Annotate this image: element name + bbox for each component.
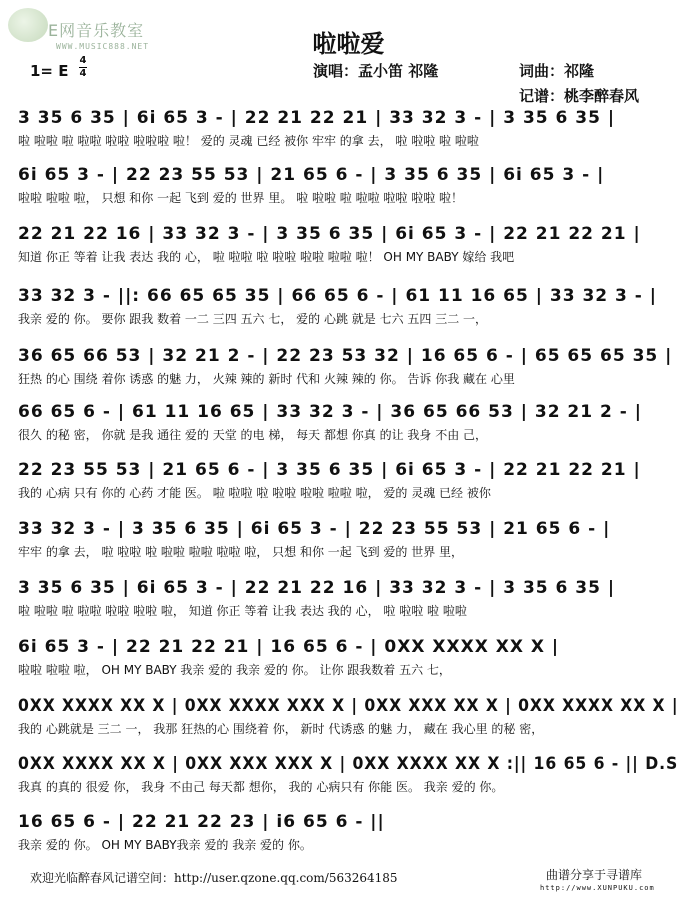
lyricist-credit: 词曲：祁隆 [519, 62, 595, 80]
singer-credit: 演唱：孟小笛 祁隆 [313, 62, 439, 80]
notation-line: 66 65 6 - | 61 11 16 65 | 33 32 3 - | 36 65 66 53 | 32 21 2 - | [18, 402, 642, 422]
song-title: 啦啦爱 [312, 29, 385, 58]
notation-line: 22 23 55 53 | 21 65 6 - | 3 35 6 35 | 6i 65 3 - | 22 21 22 21 | [18, 460, 641, 480]
notation-line: 33 32 3 - ||: 66 65 65 35 | 66 65 6 - | 61 11 16 65 | 33 32 3 - | [18, 286, 657, 306]
notation-line: 33 32 3 - | 3 35 6 35 | 6i 65 3 - | 22 23 55 53 | 21 65 6 - | [18, 519, 611, 539]
notation-line: 6i 65 3 - | 22 21 22 21 | 16 65 6 - | 0XX XXXX XX X | [18, 637, 560, 657]
notation-line: 0XX XXXX XX X | 0XX XXX XXX X | 0XX XXXX XX X :|| 16 65 6 - || D.S [18, 754, 679, 774]
lyrics-line: 我真 的真的 很爱 你， 我身 不由己 每天都 想你， 我的 心病只有 你能 医。 我亲 爱的 你。 [18, 780, 504, 794]
lyrics-line: 我的 心跳就是 三二 一， 我那 狂热的心 围绕着 你， 新时 代诱惑 的魅 力， 藏在 我心里 的秘 密， [18, 722, 544, 736]
lyrics-line: 很久 的秘 密， 你就 是我 通往 爱的 天堂 的电 梯， 每天 都想 你真 的让 我身 不由 己， [18, 428, 488, 442]
lyrics-line: 我的 心病 只有 你的 心药 才能 医。 啦 啦啦 啦 啦啦 啦啦 啦啦 啦， 爱的 灵魂 已经 被你 [18, 486, 491, 500]
watermark-url: WWW.MUSIC888.NET [56, 42, 150, 51]
notation-line: 22 21 22 16 | 33 32 3 - | 3 35 6 35 | 6i 65 3 - | 22 21 22 21 | [18, 224, 641, 244]
notation-line: 3 35 6 35 | 6i 65 3 - | 22 21 22 16 | 33 32 3 - | 3 35 6 35 | [18, 578, 616, 598]
notation-line: 6i 65 3 - | 22 23 55 53 | 21 65 6 - | 3 35 6 35 | 6i 65 3 - | [18, 165, 605, 185]
notation-line: 0XX XXXX XX X | 0XX XXXX XXX X | 0XX XXX XX X | 0XX XXXX XX X | [18, 696, 679, 716]
notation-line: 16 65 6 - | 22 21 22 23 | i6 65 6 - || [18, 812, 385, 832]
notation-line: 3 35 6 35 | 6i 65 3 - | 22 21 22 21 | 33 32 3 - | 3 35 6 35 | [18, 108, 616, 128]
lyrics-line: 啦 啦啦 啦 啦啦 啦啦 啦啦 啦， 知道 你正 等着 让我 表达 我的 心， 啦 啦啦 啦 啦啦 [18, 604, 467, 618]
lyrics-line: 啦啦 啦啦 啦， OH MY BABY 我亲 爱的 我亲 爱的 你。 让你 跟我数着 五六 七， [18, 663, 451, 677]
lyrics-line: 我亲 爱的 你。 要你 跟我 数着 一二 三四 五六 七， 爱的 心跳 就是 七六 五四 三二 一， [18, 312, 488, 326]
lyrics-line: 啦啦 啦啦 啦， 只想 和你 一起 飞到 爱的 世界 里。 啦 啦啦 啦 啦啦 啦啦 啦啦 啦！ [18, 191, 464, 205]
lyrics-line: 知道 你正 等着 让我 表达 我的 心， 啦 啦啦 啦 啦啦 啦啦 啦啦 啦！ OH MY BABY 嫁给 我吧 [18, 250, 515, 264]
watermark-text: E网音乐教室 [48, 21, 145, 40]
notation-line: 36 65 66 53 | 32 21 2 - | 22 23 53 32 | 16 65 6 - | 65 65 65 35 | [18, 346, 673, 366]
lyrics-line: 牢牢 的拿 去， 啦 啦啦 啦 啦啦 啦啦 啦啦 啦， 只想 和你 一起 飞到 爱的 世界 里， [18, 545, 464, 559]
notator-credit: 记谱：桃李醉春风 [519, 87, 640, 105]
footer-blog: 欢迎光临醉春风记谱空间：http://user.qzone.qq.com/563264185 [30, 871, 398, 885]
lyrics-line: 啦 啦啦 啦 啦啦 啦啦 啦啦啦 啦！ 爱的 灵魂 已经 被你 牢牢 的拿 去， 啦 啦啦 啦 啦啦 [18, 134, 479, 148]
lyrics-line: 狂热 的心 围绕 着你 诱惑 的魅 力， 火辣 辣的 新时 代和 火辣 辣的 你。 告诉 你我 藏在 心里 [18, 372, 515, 386]
lyrics-line: 我亲 爱的 你。 OH MY BABY我亲 爱的 我亲 爱的 你。 [18, 838, 312, 852]
footer-share: 曲谱分享于寻谱库 [546, 868, 643, 882]
key-signature: 1= E [30, 62, 69, 80]
time-sig-top: 4 [79, 55, 87, 66]
footer-share-url: http://www.XUNPUKU.com [540, 884, 655, 892]
time-signature [79, 56, 87, 79]
time-sig-bottom: 4 [79, 68, 87, 79]
